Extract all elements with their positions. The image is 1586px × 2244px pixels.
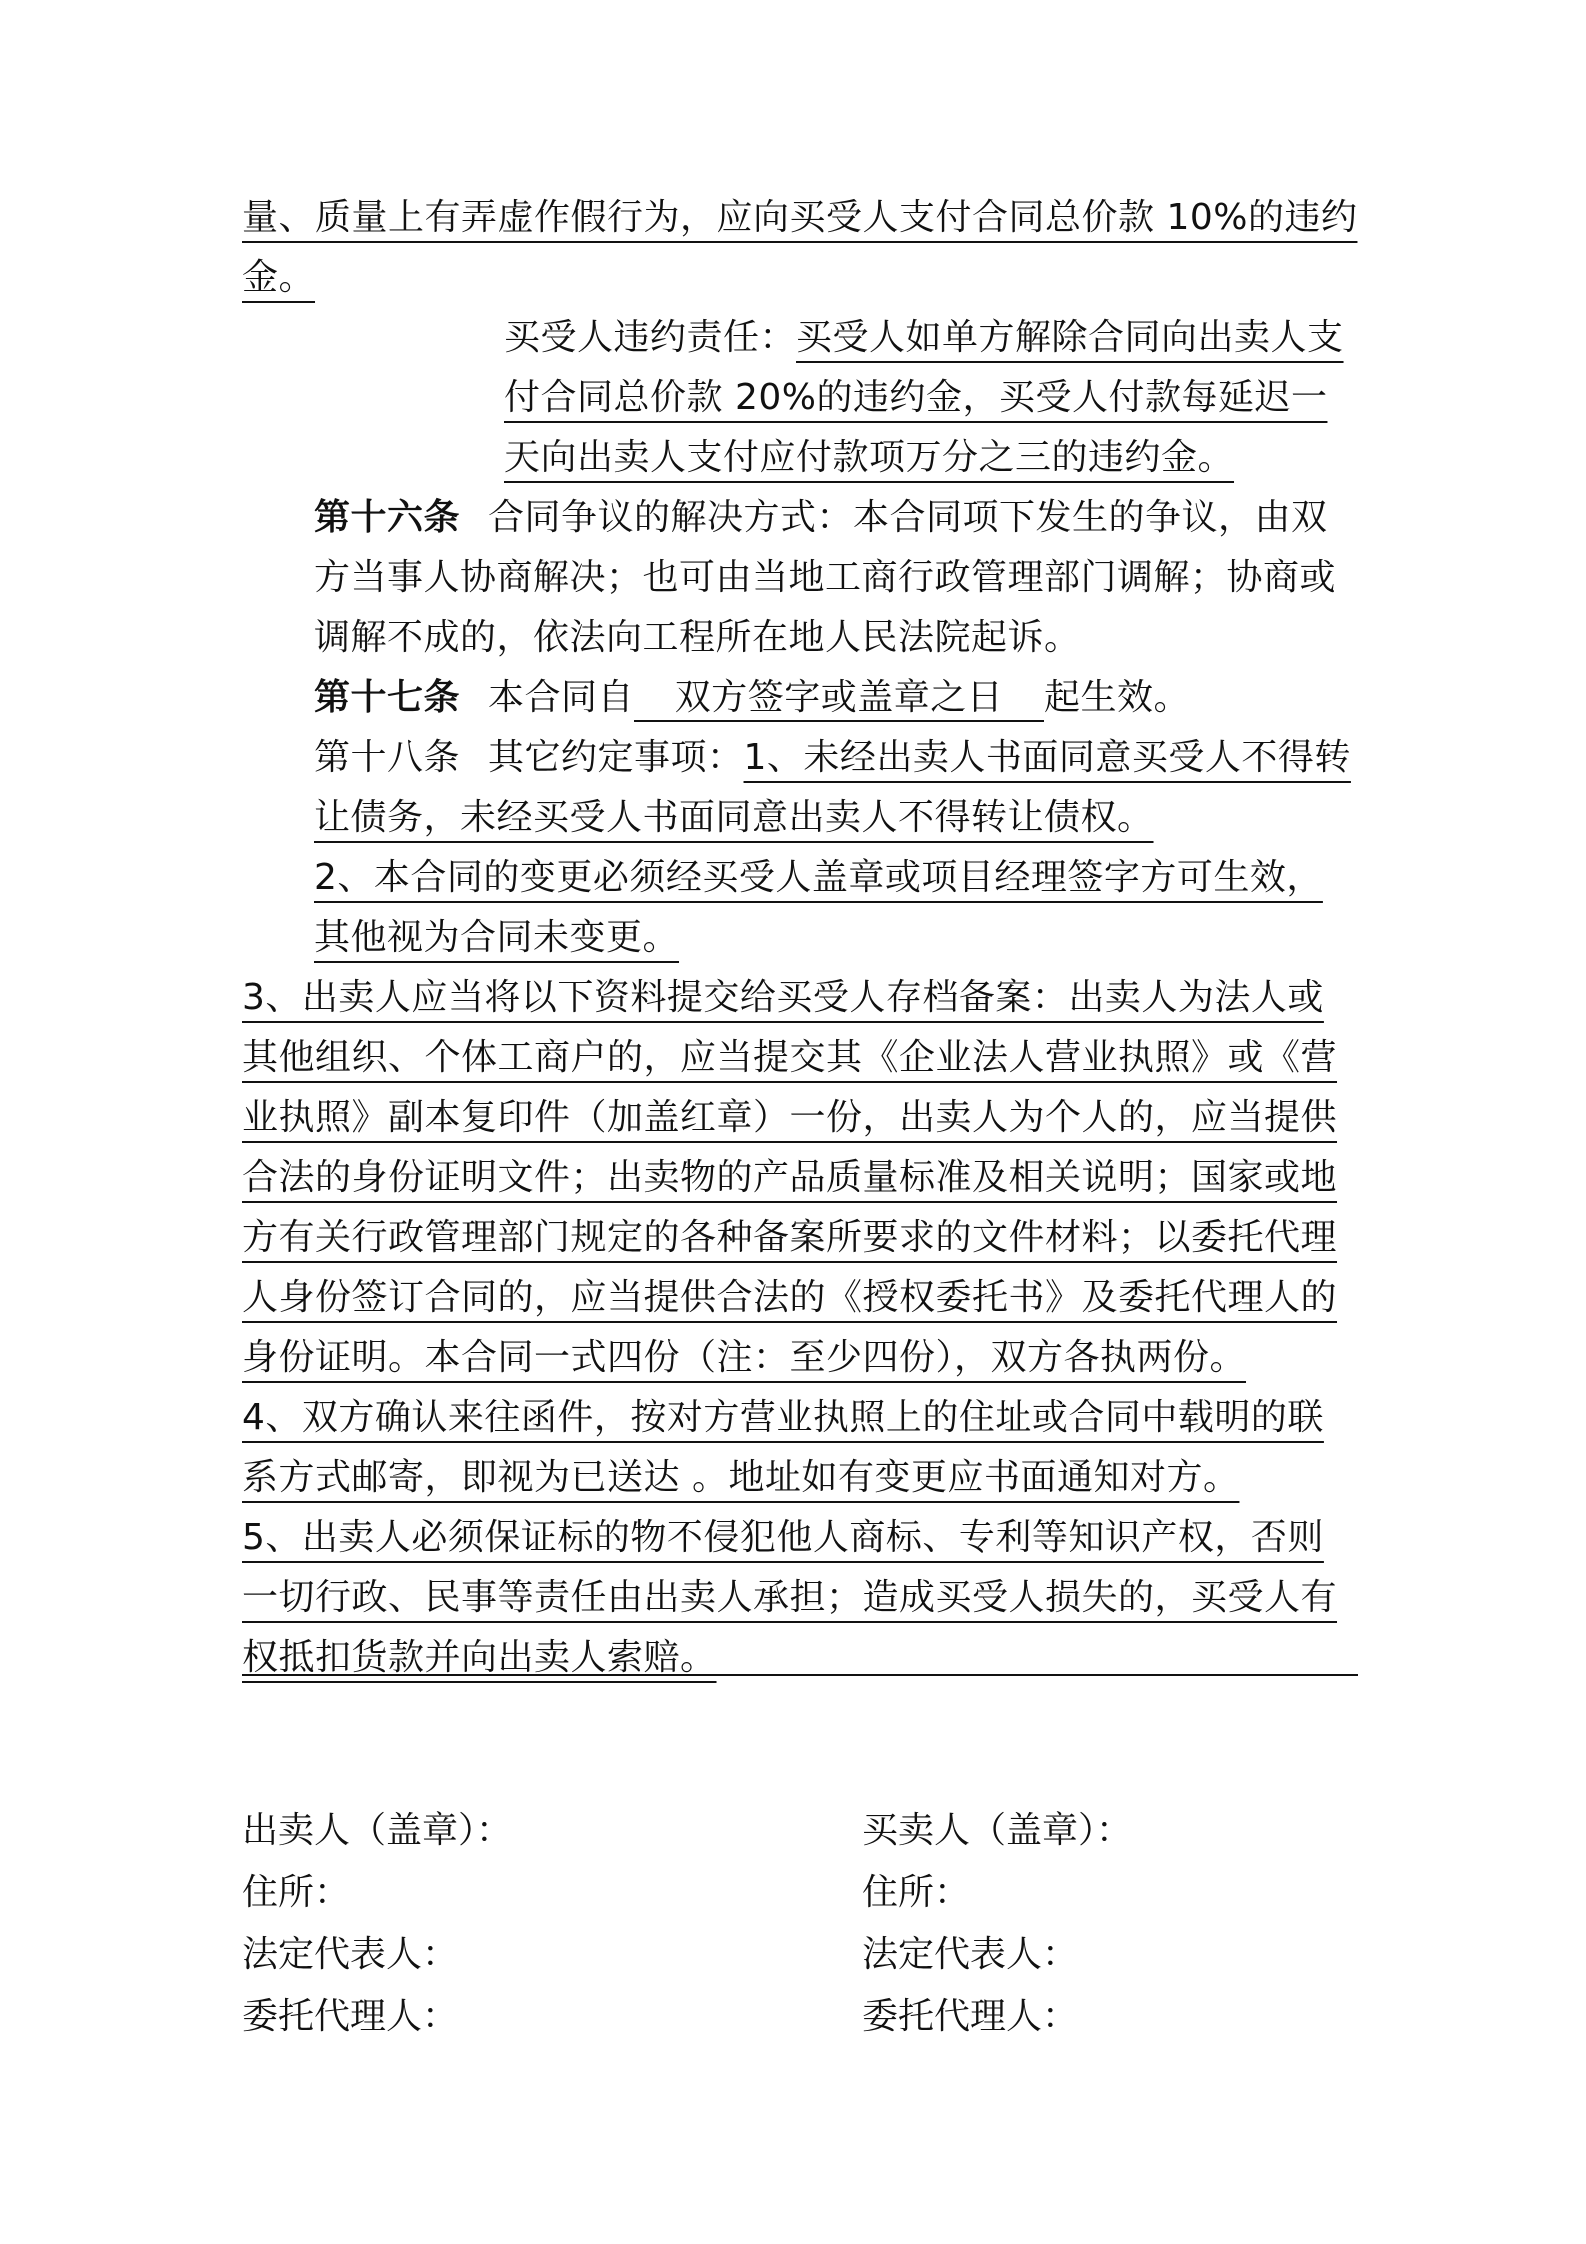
buyer-legal-rep-label: 法定代表人： — [862, 1934, 1079, 1975]
article-18-item-5-paragraph — [242, 1508, 1358, 1688]
article-18-item-4: 4、双方确认来往函件，按对方营业执照上的住址或合同中载明的联系方式邮寄，即视为已送达 。地址如有变更应书面通知对方。 — [242, 1397, 1324, 1498]
article-18-item-5: 5、出卖人必须保证标的物不侵犯他人商标、专利等知识产权，否则一切行政、民事等责任由出卖人承担；造成买受人损失的，买受人有权抵扣货款并向出卖人索赔。 — [242, 1517, 1338, 1678]
seller-seal-label: 出卖人（盖章）： — [242, 1810, 513, 1851]
buyer-liability-label: 买受人违约责任： — [504, 317, 797, 358]
article-17-pre: 本合同自 — [488, 677, 635, 718]
buyer-address-label: 住所： — [862, 1872, 971, 1913]
article-17-title: 第十七条 — [314, 677, 461, 718]
article-16-text: 合同争议的解决方式：本合同项下发生的争议，由双方当事人协商解决；也可由当地工商行政管理部门调解；协商或调解不成的，依法向工程所在地人民法院起诉。 — [314, 497, 1337, 658]
buyer-liability-paragraph — [242, 308, 1358, 488]
article-18-item-1: 1、未经出卖人书面同意买受人不得转让债务，未经买受人书面同意出卖人不得转让债权。 — [314, 737, 1351, 838]
article-18-item-3: 3、出卖人应当将以下资料提交给买受人存档备案：出卖人为法人或其他组织、个体工商户的，应当提交其《企业法人营业执照》或《营业执照》副本复印件（加盖红章）一份，出卖人为个人的，应当提供合法的身份证明文件；出卖物的产品质量标准及相关说明；国家或地方有关行政管理部门规定的各种备案所要求的文件材料；以委托代理人身份签订合同的，应当提供合法的《授权委托书》及委托代理人的身份证明。本合同一式四份（注：至少四份），双方各执两份。 — [242, 977, 1338, 1378]
buyer-signature-column — [862, 1800, 1132, 2048]
buyer-seal-label: 买卖人（盖章）： — [862, 1810, 1133, 1851]
effective-date-field: 双方签字或盖章之日 — [634, 676, 1044, 722]
article-18-item-3-paragraph — [242, 968, 1358, 1388]
article-18-title: 第十八条 — [314, 737, 461, 778]
seller-address-label: 住所： — [242, 1872, 351, 1913]
article-18-item-4-paragraph — [242, 1388, 1358, 1508]
seller-liability-paragraph — [242, 188, 1358, 308]
article-17-post: 起生效。 — [1044, 677, 1191, 718]
article-16 — [242, 488, 1358, 668]
article-18-lead: 其它约定事项： — [488, 737, 744, 778]
seller-legal-rep-label: 法定代表人： — [242, 1934, 459, 1975]
seller-liability-text: 量、质量上有弄虚作假行为，应向买受人支付合同总价款 10%的违约金。 — [242, 197, 1358, 298]
seller-signature-column — [242, 1800, 512, 2048]
article-16-title: 第十六条 — [314, 497, 461, 538]
buyer-agent-label: 委托代理人： — [862, 1996, 1079, 2037]
seller-agent-label: 委托代理人： — [242, 1996, 459, 2037]
article-18-item-2: 2、本合同的变更必须经买受人盖章或项目经理签字方可生效，其他视为合同未变更。 — [314, 857, 1323, 958]
article-18-item-2-paragraph — [242, 848, 1358, 968]
contract-body — [242, 188, 1358, 1676]
buyer-liability-text: 买受人如单方解除合同向出卖人支付合同总价款 20%的违约金，买受人付款每延迟一天向出卖人支付应付款项万分之三的违约金。 — [504, 317, 1344, 478]
article-17 — [242, 668, 1358, 728]
article-18 — [242, 728, 1358, 848]
